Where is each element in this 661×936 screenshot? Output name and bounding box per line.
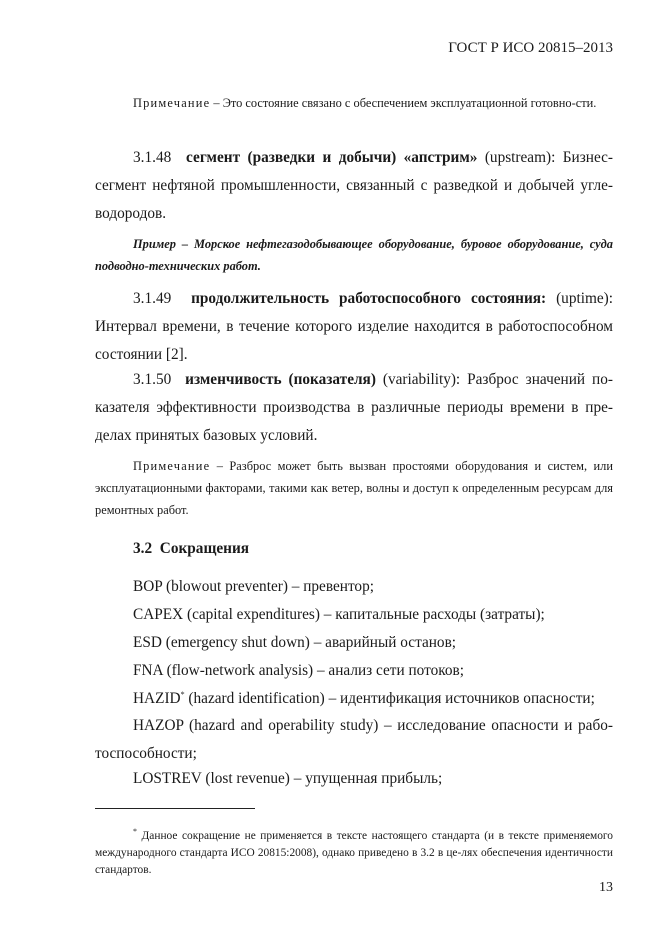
term-definition: Интервал времени, в течение которого изделие находится в работоспособном состоянии [2]. [95,318,613,363]
abbr-capex: CAPEX (capital expenditures) – капитальные расходы (затраты); [133,606,545,623]
footnote-text: Данное сокращение не применяется в тексте настоящего стандарта (и в тексте применяемого международного стандарта ИСО 20815:2008), однако приведено в 3.2 в це-лях обеспечения идентичности стандартов. [95,829,613,876]
term-english: (variability): [375,371,461,388]
footnote-mark: * [133,827,137,836]
note-text: – Это состояние связано с обеспечением эксплуатационной готовно-сти. [210,96,597,110]
abbr-lostrev: LOSTREV (lost revenue) – упущенная прибыль; [133,770,443,787]
note-label: Примечание [133,96,211,110]
term-3-1-48 [95,144,613,228]
note-text: – Разброс может быть вызван простоями оборудования и систем, или эксплуатационными факторами, такими как ветер, волны и доступ к определенным ресурсам для ремонтных работ. [95,459,613,517]
section-title: Сокращения [159,540,250,557]
abbr-fna: FNA (flow-network analysis) – анализ сети потоков; [133,662,465,679]
footnote-marker: * [180,690,185,699]
section-number: 3.2 [133,540,153,557]
footnote-rule [95,808,255,809]
term-name: продолжительность работоспособного состояния: [191,290,547,307]
term-definition: Разброс значений по-казателя эффективности производства в различные периоды времени в пре-делах принятых базовых условий. [95,371,613,444]
example-label: Пример [133,237,176,251]
term-english: (uptime): [546,290,613,307]
term-english: (upstream): [477,149,556,166]
abbr-esd: ESD (emergency shut down) – аварийный останов; [133,634,457,651]
term-definition: Бизнес-сегмент нефтяной промышленности, связанный с разведкой и добычей угле-водородов. [95,149,613,222]
term-number: 3.1.50 [133,371,172,388]
term-name: изменчивость (показателя) [185,371,376,388]
term-3-1-50 [95,366,613,450]
abbr-hazop: HAZOP (hazard and operability study) – исследование опасности и рабо-тоспособности; [95,717,613,762]
abbr-hazid [133,690,595,708]
abbr-hazid-text: (hazard identification) – идентификация источников опасности; [184,690,595,708]
term-3-1-49 [95,285,613,369]
note-paragraph [95,455,613,521]
abbr-bop: BOP (blowout preventer) – превентор; [133,578,374,595]
note-label: Примечание [133,459,211,473]
footnote [95,823,613,879]
term-number: 3.1.49 [133,290,172,307]
note-paragraph [95,92,613,114]
abbr-hazid-term: HAZID [133,690,181,708]
example-paragraph [95,233,613,277]
term-number: 3.1.48 [133,149,172,166]
example-text: – Морское нефтегазодобывающее оборудование, буровое оборудование, суда подводно-технических работ. [95,237,613,273]
term-name: сегмент (разведки и добычи) «апстрим» [186,149,478,166]
page-number: 13 [599,880,613,895]
document-header: ГОСТ Р ИСО 20815–2013 [448,40,613,56]
section-heading [133,540,613,558]
